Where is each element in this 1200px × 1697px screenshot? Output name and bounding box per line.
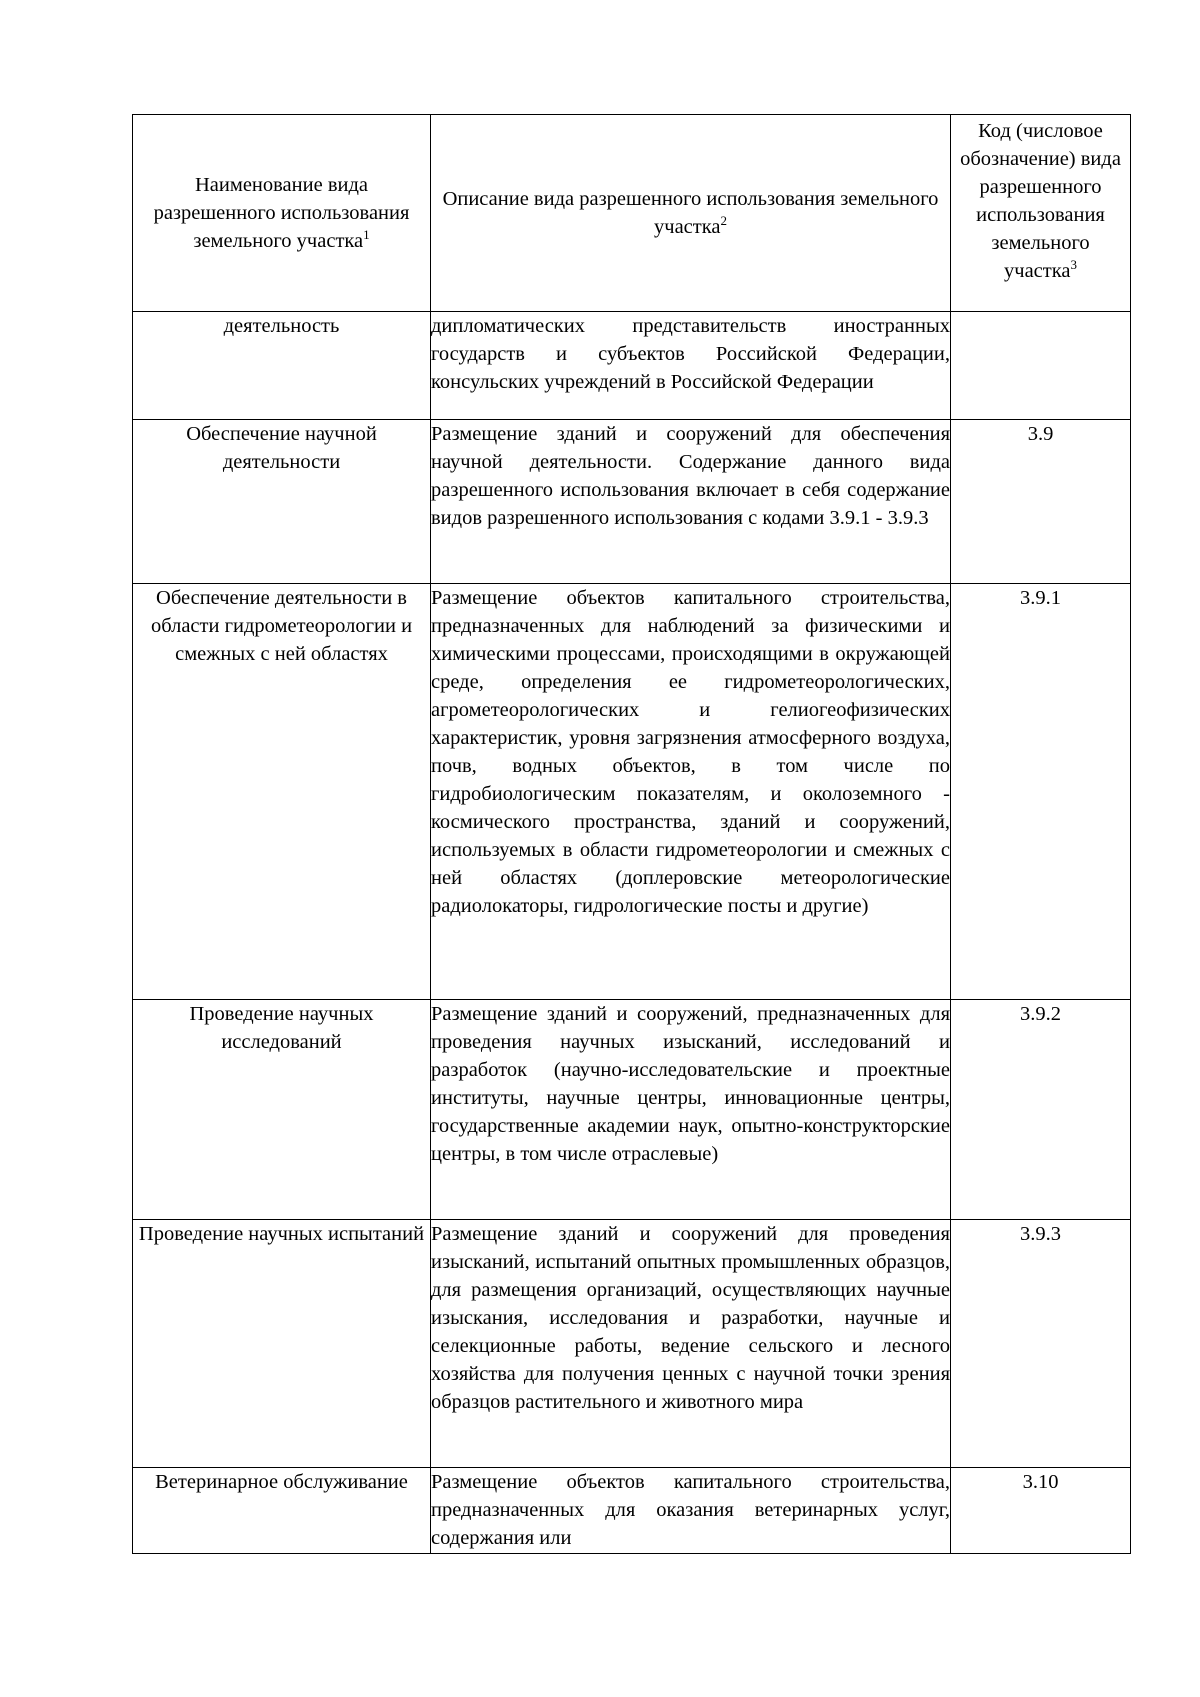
table-row (133, 312, 1131, 420)
header-description-text: Описание вида разрешенного использования земельного участка (442, 188, 939, 238)
row-description-cell: дипломатических представительств иностранных государств и субъектов Российской Федерации, консульских учреждений в Российской Федерации (431, 312, 951, 420)
land-use-table (132, 114, 1131, 1554)
header-name-cell (133, 115, 431, 312)
row-code-cell: 3.9.2 (951, 1000, 1131, 1220)
header-description-cell (431, 115, 951, 312)
row-name-cell: Проведение научных исследований (133, 1000, 431, 1220)
table-row (133, 1000, 1131, 1220)
row-description-cell: Размещение зданий и сооружений для проведения изысканий, испытаний опытных промышленных образцов, для размещения организаций, осуществляющих научные изыскания, исследования и разработки, научные и селекционные работы, ведение сельского и лесного хозяйства для получения ценных с научной точки зрения образцов растительного и животного мира (431, 1220, 951, 1468)
row-code-cell: 3.10 (951, 1468, 1131, 1554)
table-row (133, 584, 1131, 1000)
row-description-cell: Размещение зданий и сооружений, предназначенных для проведения научных изысканий, исследований и разработок (научно-исследовательские и проектные институты, научные центры, инновационные центры, государственные академии наук, опытно-конструкторские центры, в том числе отраслевые) (431, 1000, 951, 1220)
header-name-text: Наименование вида разрешенного использования земельного участка (153, 174, 410, 252)
row-description-cell: Размещение зданий и сооружений для обеспечения научной деятельности. Содержание данного вида разрешенного использования включает в себя содержание видов разрешенного использования с кодами 3.9.1 - 3.9.3 (431, 420, 951, 584)
row-name-cell: Проведение научных испытаний (133, 1220, 431, 1468)
row-description-cell: Размещение объектов капитального строительства, предназначенных для наблюдений за физическими и химическими процессами, происходящими в окружающей среде, определения ее гидрометеорологических, агрометеорологических и гелиогеофизических характеристик, уровня загрязнения атмосферного воздуха, почв, водных объектов, в том числе по гидробиологическим показателям, и околоземного - космического пространства, зданий и сооружений, используемых в области гидрометеорологии и смежных с ней областях (доплеровские метеорологические радиолокаторы, гидрологические посты и другие) (431, 584, 951, 1000)
row-code-cell: 3.9.1 (951, 584, 1131, 1000)
header-name-footnote: 1 (363, 227, 370, 243)
table-row (133, 1220, 1131, 1468)
header-code-text: Код (числовое обозначение) вида разрешенного использования земельного участка (960, 120, 1121, 282)
row-code-cell (951, 312, 1131, 420)
header-description-footnote: 2 (720, 213, 727, 229)
table-header-row (133, 115, 1131, 312)
row-code-cell: 3.9.3 (951, 1220, 1131, 1468)
header-code-cell (951, 115, 1131, 312)
table-row (133, 1468, 1131, 1554)
row-description-cell: Размещение объектов капитального строительства, предназначенных для оказания ветеринарных услуг, содержания или (431, 1468, 951, 1554)
row-code-cell: 3.9 (951, 420, 1131, 584)
row-name-cell: Ветеринарное обслуживание (133, 1468, 431, 1554)
header-code-footnote: 3 (1070, 257, 1077, 273)
row-name-cell: деятельность (133, 312, 431, 420)
row-name-cell: Обеспечение научной деятельности (133, 420, 431, 584)
row-name-cell: Обеспечение деятельности в области гидрометеорологии и смежных с ней областях (133, 584, 431, 1000)
table-row (133, 420, 1131, 584)
